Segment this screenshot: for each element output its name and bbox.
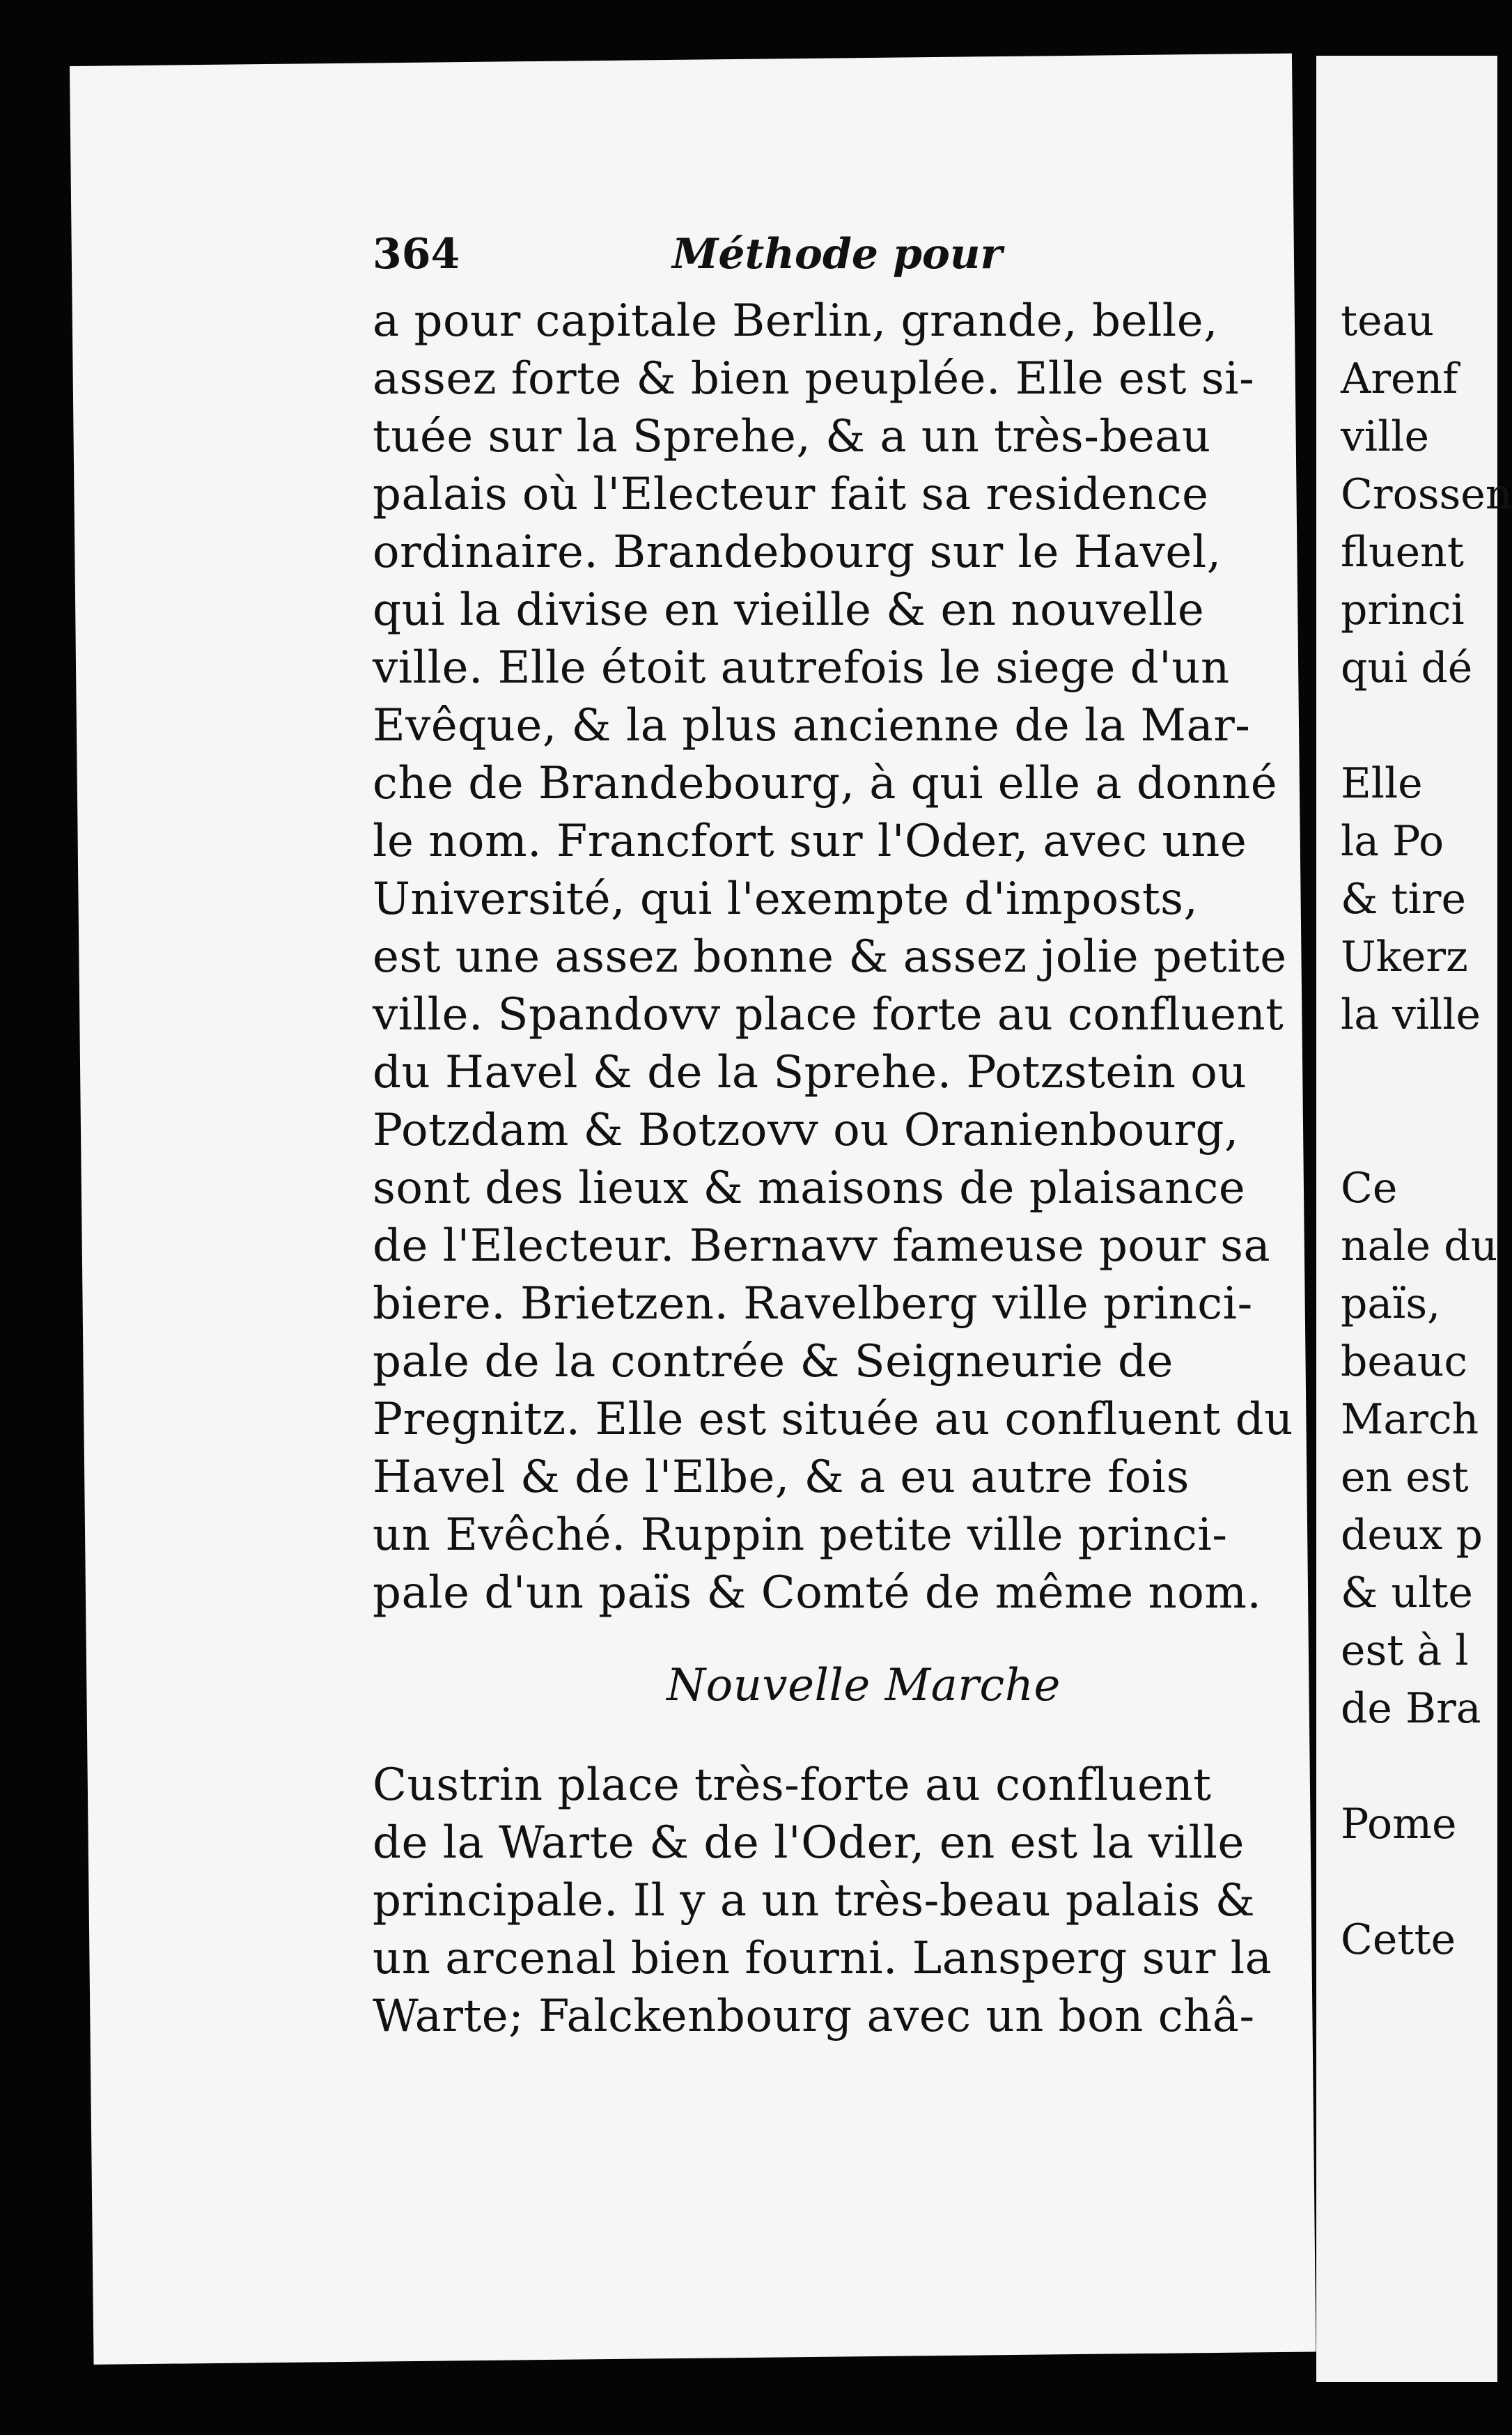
text-line: princi xyxy=(1341,586,1465,635)
text-line: ville xyxy=(1341,412,1429,461)
text-line: pale d'un païs & Comté de même nom. xyxy=(373,1567,1262,1619)
text-line: Havel & de l'Elbe, & a eu autre fois xyxy=(373,1452,1190,1503)
text-line xyxy=(1341,1853,1480,1911)
text-line: de Bra xyxy=(1341,1684,1481,1733)
text-line: en est xyxy=(1341,1453,1469,1502)
text-line: Elle xyxy=(1341,759,1423,808)
text-line: principale. Il y a un très-beau palais & xyxy=(373,1875,1256,1927)
text-line: teau xyxy=(1341,297,1435,345)
text-line: qui dé xyxy=(1341,644,1473,692)
text-line: Evêque, & la plus ancienne de la Mar- xyxy=(373,700,1251,752)
text-line xyxy=(1341,1044,1480,1102)
text-line: un arcenal bien fourni. Lansperg sur la xyxy=(373,1933,1272,1984)
text-line: beauc xyxy=(1341,1337,1467,1386)
text-line xyxy=(1341,697,1480,755)
text-line: de la Warte & de l'Oder, en est la ville xyxy=(373,1817,1245,1869)
text-line: du Havel & de la Sprehe. Potzstein ou xyxy=(373,1047,1247,1098)
text-line: & ulte xyxy=(1341,1569,1473,1617)
text-line: la ville xyxy=(1341,990,1481,1039)
text-line: sont des lieux & maisons de plaisance xyxy=(373,1162,1246,1214)
text-line: ordinaire. Brandebourg sur le Havel, xyxy=(373,527,1222,578)
text-line: ville. Spandovv place forte au confluent xyxy=(373,989,1284,1041)
text-line: Université, qui l'exempte d'imposts, xyxy=(373,873,1199,925)
text-line: tuée sur la Sprehe, & a un très-beau xyxy=(373,411,1211,462)
text-line: est une assez bonne & assez jolie petite xyxy=(373,931,1287,983)
text-line: est à l xyxy=(1341,1626,1469,1675)
text-line: deux p xyxy=(1341,1511,1483,1559)
text-line: le nom. Francfort sur l'Oder, avec une xyxy=(373,816,1247,867)
section-heading: Nouvelle Marche xyxy=(667,1660,1061,1711)
text-line: Warte; Falckenbourg avec un bon châ- xyxy=(373,1991,1255,2042)
page-number: 364 xyxy=(373,230,460,279)
text-line: Potzdam & Botzovv ou Oranienbourg, xyxy=(373,1105,1239,1156)
text-line: qui la divise en vieille & en nouvelle xyxy=(373,584,1205,636)
text-line: Ukerz xyxy=(1341,933,1468,981)
text-line: nale du xyxy=(1341,1222,1498,1270)
text-line: Cette xyxy=(1341,1915,1456,1964)
text-line: che de Brandebourg, à qui elle a donné xyxy=(373,758,1278,809)
text-line xyxy=(1341,1102,1480,1160)
text-line xyxy=(1341,1738,1480,1796)
text-line: biere. Brietzen. Ravelberg ville princi- xyxy=(373,1278,1253,1330)
text-line: un Evêché. Ruppin petite ville princi- xyxy=(373,1509,1228,1561)
right-page-text xyxy=(1341,293,1512,1969)
running-head: Méthode pour xyxy=(672,230,1003,279)
text-line: March xyxy=(1341,1395,1479,1444)
text-line: Crossen xyxy=(1341,470,1512,519)
text-line: a pour capitale Berlin, grande, belle, xyxy=(373,295,1218,347)
text-line: fluent xyxy=(1341,528,1464,577)
text-line: palais où l'Electeur fait sa residence xyxy=(373,469,1209,520)
text-line: ville. Elle étoit autrefois le siege d'un xyxy=(373,642,1230,694)
text-line: Ce xyxy=(1341,1164,1398,1213)
text-line: la Po xyxy=(1341,817,1444,866)
text-line: Custrin place très-forte au confluent xyxy=(373,1759,1212,1811)
text-line: païs, xyxy=(1341,1279,1441,1328)
main-text xyxy=(373,293,1293,2046)
text-line: Pome xyxy=(1341,1800,1457,1849)
text-line: assez forte & bien peuplée. Elle est si- xyxy=(373,353,1255,405)
text-line: & tire xyxy=(1341,875,1466,924)
text-line: Arenf xyxy=(1341,355,1458,403)
text-line: pale de la contrée & Seigneurie de xyxy=(373,1336,1174,1387)
text-line: Pregnitz. Elle est située au confluent du xyxy=(373,1394,1293,1445)
text-line: de l'Electeur. Bernavv fameuse pour sa xyxy=(373,1220,1271,1272)
